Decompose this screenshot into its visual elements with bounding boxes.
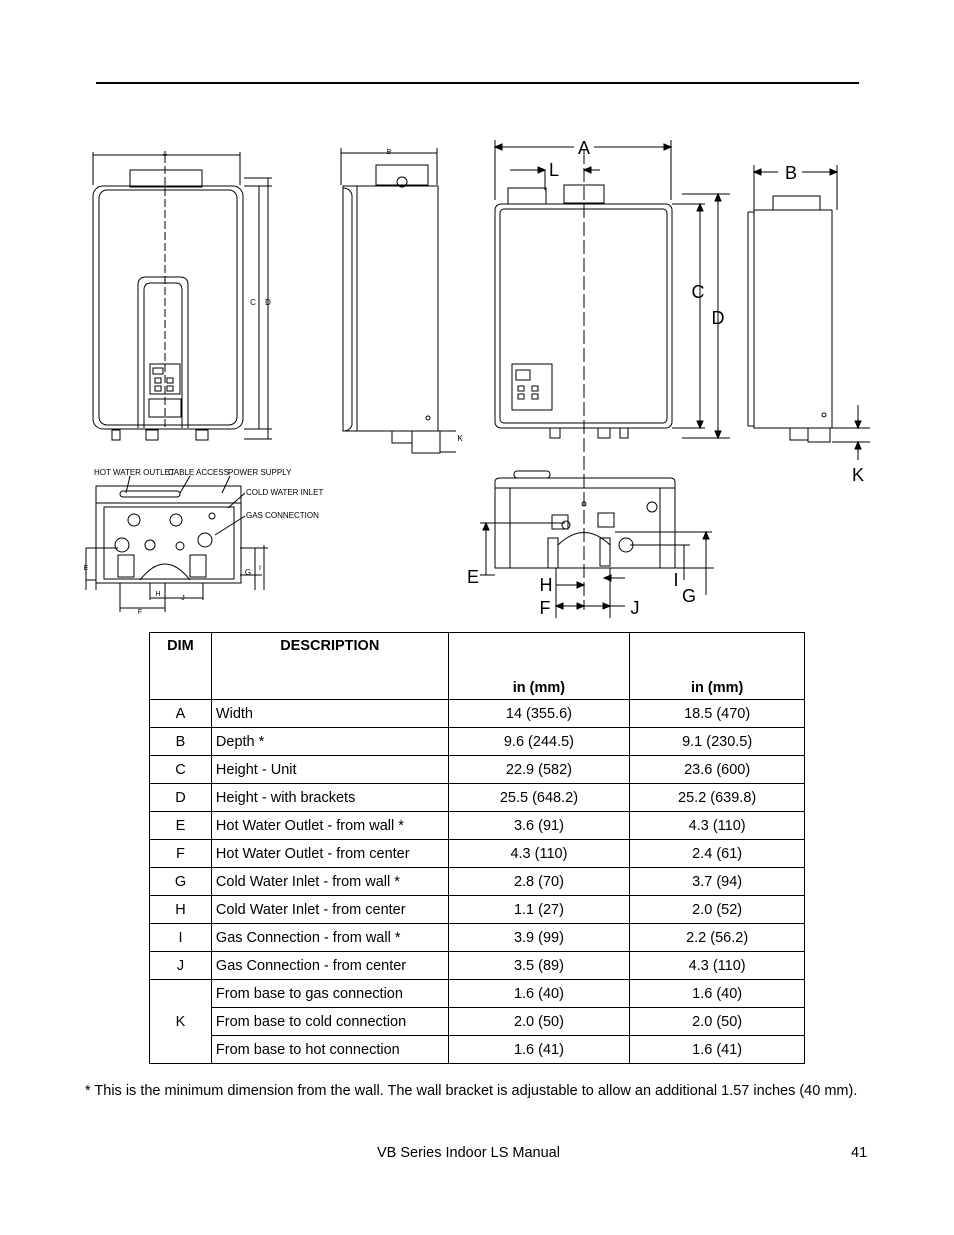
small-side-label-k: K (457, 434, 463, 443)
large-label-d: D (711, 308, 725, 328)
footer-title: VB Series Indoor LS Manual (377, 1145, 560, 1161)
header-col1-unit: in (mm) (512, 680, 566, 696)
row-dim: J (150, 952, 212, 980)
header-col2 (630, 633, 805, 700)
row-description: Width (211, 700, 448, 728)
row-value-1: 3.9 (99) (448, 924, 630, 952)
header-col1 (448, 633, 630, 700)
row-value-1: 3.5 (89) (448, 952, 630, 980)
small-front-label-a: A (162, 151, 168, 158)
header-col2-unit: in (mm) (690, 680, 744, 696)
row-description: From base to gas connection (211, 980, 448, 1008)
row-dim: H (150, 896, 212, 924)
large-label-e: E (466, 567, 480, 587)
small-front-view (93, 152, 272, 440)
table-row (150, 700, 805, 728)
header-dim: DIM (150, 633, 212, 700)
large-label-i: I (673, 570, 679, 590)
row-description: Depth * (211, 728, 448, 756)
large-label-f: F (539, 598, 551, 618)
row-value-2: 2.0 (52) (630, 896, 805, 924)
page-number: 41 (851, 1145, 868, 1161)
small-front-label-d: D (265, 298, 271, 307)
bottom-left-label-h: H (155, 591, 161, 598)
row-description: From base to cold connection (211, 1008, 448, 1036)
row-dim: I (150, 924, 212, 952)
large-label-k: K (851, 465, 865, 485)
row-value-2: 4.3 (110) (630, 952, 805, 980)
row-dim: F (150, 840, 212, 868)
row-dim: B (150, 728, 212, 756)
row-description: Hot Water Outlet - from wall * (211, 812, 448, 840)
bottom-left-label-power-supply: POWER SUPPLY (228, 468, 292, 477)
row-value-2: 1.6 (41) (630, 1036, 805, 1064)
table-row-k (150, 1036, 805, 1064)
large-bottom-view (480, 471, 714, 618)
dimension-table (149, 632, 805, 1064)
table-header-row (150, 633, 805, 700)
table-row (150, 728, 805, 756)
table-row (150, 812, 805, 840)
row-description: Gas Connection - from wall * (211, 924, 448, 952)
row-dim: D (150, 784, 212, 812)
large-label-h: H (539, 575, 553, 595)
row-dim: C (150, 756, 212, 784)
small-side-label-b: B (386, 149, 392, 156)
footnote: * This is the minimum dimension from the wall. The wall bracket is adjustable to allow an additional 1.57 inches (40 mm). (85, 1083, 858, 1099)
bottom-left-label-cable-access: CABLE ACCESS (168, 468, 229, 477)
row-value-2: 25.2 (639.8) (630, 784, 805, 812)
row-value-1: 25.5 (648.2) (448, 784, 630, 812)
row-value-1: 2.0 (50) (448, 1008, 630, 1036)
bottom-left-label-gas: GAS CONNECTION (246, 511, 319, 520)
row-value-1: 3.6 (91) (448, 812, 630, 840)
row-value-2: 23.6 (600) (630, 756, 805, 784)
table-row-k (150, 980, 805, 1008)
row-value-2: 9.1 (230.5) (630, 728, 805, 756)
row-description: From base to hot connection (211, 1036, 448, 1064)
large-label-c: C (691, 282, 705, 302)
row-value-1: 1.1 (27) (448, 896, 630, 924)
bottom-left-label-e: E (83, 565, 89, 572)
large-label-a: A (577, 138, 591, 158)
row-description: Height - Unit (211, 756, 448, 784)
bottom-left-view (83, 476, 268, 612)
row-value-2: 3.7 (94) (630, 868, 805, 896)
row-value-1: 9.6 (244.5) (448, 728, 630, 756)
row-description: Cold Water Inlet - from center (211, 896, 448, 924)
row-description: Height - with brackets (211, 784, 448, 812)
large-front-view (495, 140, 730, 610)
row-value-1: 14 (355.6) (448, 700, 630, 728)
header-description: DESCRIPTION (211, 633, 448, 700)
small-front-label-c: C (250, 298, 256, 307)
row-description: Cold Water Inlet - from wall * (211, 868, 448, 896)
row-dim-k: K (150, 980, 212, 1064)
row-value-2: 2.0 (50) (630, 1008, 805, 1036)
row-value-2: 1.6 (40) (630, 980, 805, 1008)
large-label-g: G (681, 586, 697, 606)
row-value-1: 1.6 (40) (448, 980, 630, 1008)
table-row (150, 952, 805, 980)
row-value-1: 4.3 (110) (448, 840, 630, 868)
table-row (150, 896, 805, 924)
row-value-2: 4.3 (110) (630, 812, 805, 840)
row-dim: G (150, 868, 212, 896)
row-value-2: 2.4 (61) (630, 840, 805, 868)
bottom-left-label-i: I (259, 565, 261, 572)
row-description: Hot Water Outlet - from center (211, 840, 448, 868)
row-dim: E (150, 812, 212, 840)
bottom-left-label-cold-inlet: COLD WATER INLET (246, 488, 324, 497)
bottom-left-label-hot-outlet: HOT WATER OUTLET (94, 468, 175, 477)
bottom-left-label-f: F (137, 609, 143, 616)
row-dim: A (150, 700, 212, 728)
table-row (150, 756, 805, 784)
row-value-1: 22.9 (582) (448, 756, 630, 784)
row-value-2: 2.2 (56.2) (630, 924, 805, 952)
small-side-view (341, 148, 456, 453)
bottom-left-label-j: J (181, 595, 185, 602)
large-label-b: B (784, 163, 798, 183)
table-row (150, 868, 805, 896)
table-row (150, 924, 805, 952)
row-value-1: 1.6 (41) (448, 1036, 630, 1064)
large-label-l: L (548, 160, 560, 180)
large-side-view (748, 165, 870, 460)
row-value-1: 2.8 (70) (448, 868, 630, 896)
table-row (150, 840, 805, 868)
row-description: Gas Connection - from center (211, 952, 448, 980)
table-row-k (150, 1008, 805, 1036)
bottom-left-label-g: G (244, 568, 252, 577)
large-label-j: J (630, 598, 640, 618)
row-value-2: 18.5 (470) (630, 700, 805, 728)
table-row (150, 784, 805, 812)
